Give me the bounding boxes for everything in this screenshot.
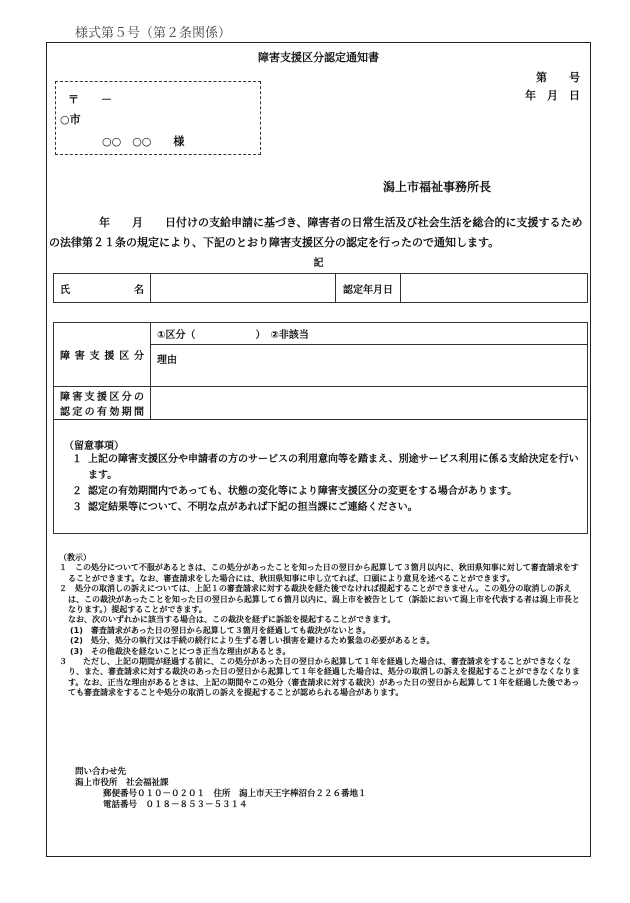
note-text: 認定結果等について、不明な点があれば下記の担当課にご連絡ください。: [88, 502, 418, 513]
category-table: [53, 322, 588, 420]
period-value[interactable]: [151, 387, 588, 420]
body-line-2: の法律第２１条の規定により、下記のとおり障害支援区分の認定を行ったので通知します。: [49, 236, 500, 249]
note-text: 認定の有効期間内であっても、状態の変化等により障害支援区分の変更をする場合があります。: [88, 486, 518, 497]
instructions-heading: （教示）: [59, 553, 91, 562]
contact-info: [75, 767, 367, 811]
instruction-3: ３ ただし、上記の期間が経過する前に、この処分があった日の翌日から起算して１年を経過した場合は、審査請求をすることができなくなり、また、審査請求に対する裁決のあった日の翌日から起算して１年を経過した場合は、処分の取消しの訴えを提起することができなくなります。なお、正当な理由があるときは、上記の期間やこの処分（審査請求に対する裁決）があった日の翌日から起算して１年を経過した後であっても審査請求をすることや処分の取消しの訴えを提起することが認められる場合があります。: [59, 657, 580, 698]
period-label-line-1: 障害支援区分の: [60, 392, 144, 403]
name-label-cell: [54, 274, 151, 303]
name-table: [53, 273, 588, 303]
contact-office: 潟上市役所 社会福祉課: [75, 778, 169, 788]
contact-phone: 電話番号 ０１８－８５３－５３１４: [103, 800, 248, 810]
reason-label: 理由: [151, 345, 588, 387]
note-text: 上記の障害支援区分や申請者の方のサービスの利用意向等を踏まえ、別途サービス利用に係る支給決定を行います。: [88, 454, 579, 481]
category-label-cell: [54, 323, 151, 387]
appeal-instructions: [59, 553, 586, 699]
cert-date-value[interactable]: [401, 274, 588, 303]
instruction-2: ２ 処分の取消しの訴えについては、上記１の審査請求に対する裁決を経た後でなければ提起することができません。この処分の取消しの訴えは、この裁決があったことを知った日の翌日から起算して６箇月以内に、潟上市を被告として（訴訟において潟上市を代表する者は潟上市長となります。）提起することができます。: [59, 584, 580, 615]
document-title: 障害支援区分認定通知書: [258, 51, 379, 64]
period-label-line-2: 認定の有効期間: [60, 407, 144, 418]
notes-box: [53, 420, 588, 534]
contact-heading: 問い合わせ先: [75, 767, 127, 777]
note-item: [72, 484, 581, 500]
recipient-city: ○市: [60, 113, 81, 126]
note-item: [72, 452, 581, 484]
instruction-2-sub-2: (2) 処分、処分の執行又は手続の続行により生ずる著しい損害を避けるため緊急の必要があるとき。: [70, 636, 435, 646]
category-label: 障害支援区分: [60, 351, 144, 362]
name-value[interactable]: [151, 274, 336, 303]
category-options[interactable]: ①区分（ ） ②非該当: [151, 323, 588, 345]
postal-code: 〒 －: [68, 93, 112, 106]
notice-body: [49, 213, 584, 253]
notes-heading: （留意事項）: [64, 441, 124, 452]
cert-date-label: 認定年月日: [336, 274, 401, 303]
recipient-address-box: [55, 81, 261, 155]
note-number: ３: [72, 502, 82, 513]
note-number: ２: [72, 486, 82, 497]
document-date: 年 月 日: [525, 89, 580, 102]
instruction-2-note: なお、次のいずれかに該当する場合は、この裁決を経ずに訴訟を提起することができます。: [68, 615, 396, 625]
form-number: 様式第５号（第２条関係）: [75, 26, 232, 41]
instruction-2-sub-1: (1) 審査請求があった日の翌日から起算して３箇月を経過しても裁決がないとき。: [70, 625, 371, 635]
notice-document: [46, 42, 591, 857]
name-label: 氏 名: [60, 284, 144, 296]
contact-address: 郵便番号０１０－０２０１ 住所 潟上市天王字棒沼台２２６番地１: [103, 789, 367, 799]
ki-heading: 記: [313, 258, 324, 269]
body-line-1: 年 月 日付けの支給申請に基づき、障害者の日常生活及び社会生活を総合的に支援するため: [99, 216, 583, 229]
instruction-2-sub-3: (3) その他裁決を経ないことにつき正当な理由があるとき。: [70, 646, 291, 656]
document-number: 第 号: [536, 71, 580, 84]
recipient-name: ○○ ○○ 様: [102, 135, 185, 148]
period-label-cell: [54, 387, 151, 420]
instruction-1: １ この処分について不服があるときは、この処分があったことを知った日の翌日から起算して３箇月以内に、秋田県知事に対して審査請求をすることができます。なお、審査請求をした場合には、秋田県知事に申し立てれば、口頭により意見を述べることができます。: [59, 563, 579, 583]
issuer-name: 潟上市福祉事務所長: [383, 180, 492, 194]
note-number: １: [72, 454, 82, 465]
note-item: [72, 500, 581, 516]
